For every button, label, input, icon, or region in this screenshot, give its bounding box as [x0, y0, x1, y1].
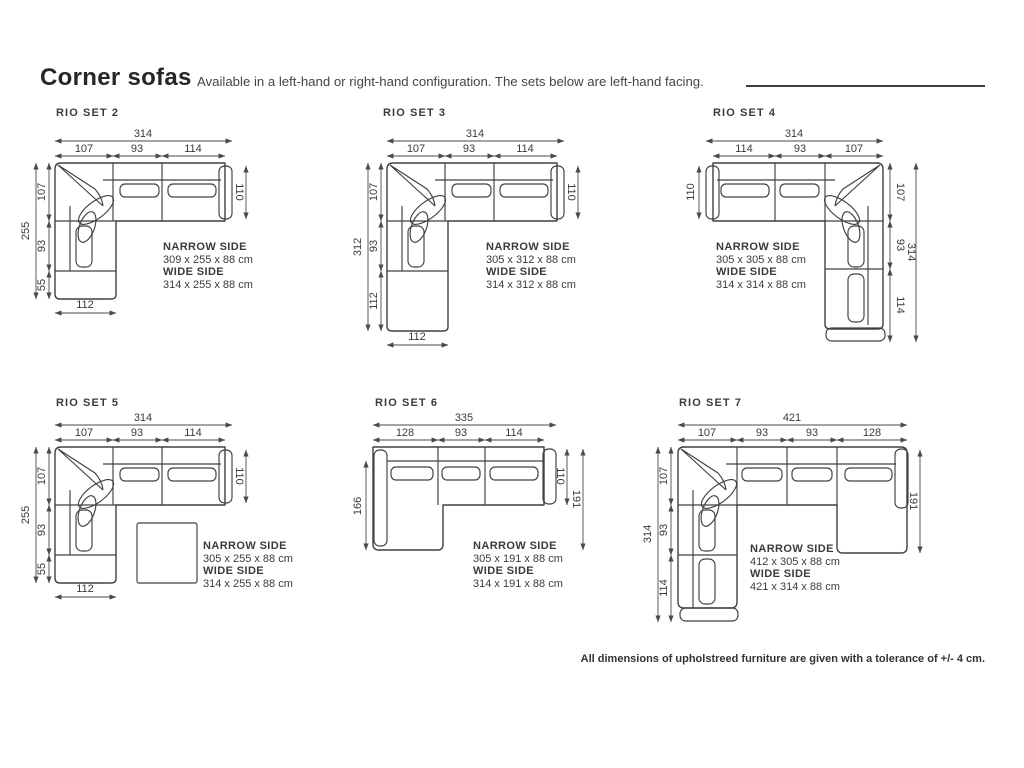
dim-label: 107: [406, 143, 426, 155]
narrow-side-value: 412 x 305 x 88 cm: [750, 555, 840, 568]
set-3-diagram: [352, 128, 578, 345]
dim-label: 166: [352, 496, 364, 516]
set-6-name: RIO SET 6: [375, 397, 439, 409]
dim-label: 421: [782, 412, 802, 424]
wide-side-value: 314 x 255 x 88 cm: [203, 577, 293, 590]
dim-label: 112: [368, 292, 380, 310]
dim-label: 110: [565, 183, 577, 201]
dim-label: 93: [894, 238, 906, 252]
set-2-name: RIO SET 2: [56, 107, 120, 119]
dim-label: 55: [36, 278, 48, 292]
narrow-side-label: NARROW SIDE: [473, 540, 557, 552]
dim-label: 112: [408, 331, 426, 343]
wide-side-label: WIDE SIDE: [750, 568, 812, 581]
dim-label: 112: [76, 583, 94, 595]
narrow-side-value: 305 x 305 x 88 cm: [716, 253, 806, 266]
narrow-side-value: 305 x 191 x 88 cm: [473, 552, 563, 565]
dim-label: 110: [233, 183, 245, 201]
set-3-name: RIO SET 3: [383, 107, 447, 119]
dim-label: 314: [465, 128, 485, 140]
dim-label: 114: [184, 427, 202, 439]
dim-label: 93: [368, 239, 380, 253]
set-4-name: RIO SET 4: [713, 107, 777, 119]
narrow-side-label: NARROW SIDE: [203, 540, 287, 552]
dim-label: 191: [907, 491, 919, 511]
narrow-side-label: NARROW SIDE: [486, 241, 570, 253]
wide-side-value: 421 x 314 x 88 cm: [750, 580, 840, 593]
dim-label: 314: [642, 524, 654, 544]
wide-side-label: WIDE SIDE: [163, 266, 225, 279]
wide-side-value: 314 x 191 x 88 cm: [473, 577, 563, 590]
dim-label: 312: [352, 237, 364, 257]
dim-label: 93: [462, 143, 476, 155]
dim-label: 107: [658, 466, 670, 486]
tolerance-note: All dimensions of upholstreed furniture are given with a tolerance of +/- 4 cm.: [580, 653, 985, 665]
armrest: [374, 450, 387, 546]
dim-label: 93: [755, 427, 769, 439]
wide-side-value: 314 x 255 x 88 cm: [163, 278, 253, 291]
dim-label: 107: [697, 427, 717, 439]
dim-label: 128: [862, 427, 882, 439]
wide-side-value: 314 x 314 x 88 cm: [716, 278, 806, 291]
narrow-side-value: 309 x 255 x 88 cm: [163, 253, 253, 266]
dim-label: 114: [735, 143, 753, 155]
narrow-side-value: 305 x 255 x 88 cm: [203, 552, 293, 565]
set-4-diagram: [685, 128, 917, 342]
dim-label: 107: [844, 143, 864, 155]
dim-label: 191: [570, 489, 582, 509]
dim-label: 114: [894, 296, 906, 314]
set-2-diagram: [20, 128, 246, 313]
wide-side-label: WIDE SIDE: [473, 565, 535, 578]
dim-label: 314: [133, 128, 153, 140]
dim-label: 107: [36, 466, 48, 486]
set-3-dimensions: [352, 128, 578, 345]
narrow-side-label: NARROW SIDE: [750, 543, 834, 555]
dim-label: 114: [658, 579, 670, 597]
set-7-name: RIO SET 7: [679, 397, 743, 409]
armrest: [826, 328, 885, 341]
dim-label: 110: [233, 467, 245, 485]
set-7-diagram: [642, 412, 920, 622]
page-subtitle: Available in a left-hand or right-hand configuration. The sets below are left-hand facing.: [197, 74, 704, 89]
dim-label: 55: [36, 562, 48, 576]
narrow-side-label: NARROW SIDE: [716, 241, 800, 253]
dim-label: 93: [805, 427, 819, 439]
dim-label: 107: [74, 427, 94, 439]
dim-label: 255: [20, 221, 32, 241]
page-title: Corner sofas: [40, 64, 192, 91]
dim-label: 93: [793, 143, 807, 155]
armrest: [895, 449, 908, 508]
dim-label: 112: [76, 299, 94, 311]
dim-label: 107: [74, 143, 94, 155]
dim-label: 107: [894, 182, 906, 202]
set-6-diagram: [352, 412, 583, 550]
narrow-side-value: 305 x 312 x 88 cm: [486, 253, 576, 266]
wide-side-value: 314 x 312 x 88 cm: [486, 278, 576, 291]
dim-label: 107: [368, 182, 380, 202]
dim-label: 93: [36, 523, 48, 537]
wide-side-label: WIDE SIDE: [203, 565, 265, 578]
set-5-name: RIO SET 5: [56, 397, 120, 409]
dim-label: 128: [395, 427, 415, 439]
dim-label: 93: [454, 427, 468, 439]
dim-label: 314: [905, 242, 917, 262]
wide-side-label: WIDE SIDE: [716, 266, 778, 279]
dim-label: 93: [130, 143, 144, 155]
dim-label: 255: [20, 505, 32, 525]
dim-label: 110: [554, 467, 566, 485]
set-4-dimensions: [685, 128, 917, 342]
dim-label: 93: [130, 427, 144, 439]
dim-label: 335: [454, 412, 474, 424]
wide-side-label: WIDE SIDE: [486, 266, 548, 279]
dim-label: 93: [658, 523, 670, 537]
dim-label: 114: [505, 427, 523, 439]
dim-label: 110: [685, 183, 697, 201]
dim-label: 93: [36, 239, 48, 253]
dim-label: 314: [133, 412, 153, 424]
dim-label: 114: [516, 143, 534, 155]
set-5-diagram: [20, 412, 246, 597]
dim-label: 107: [36, 182, 48, 202]
ottoman: [137, 523, 197, 583]
narrow-side-label: NARROW SIDE: [163, 241, 247, 253]
dim-label: 114: [184, 143, 202, 155]
armrest: [680, 608, 738, 621]
set-7-dimensions: [642, 412, 920, 622]
dim-label: 314: [784, 128, 804, 140]
